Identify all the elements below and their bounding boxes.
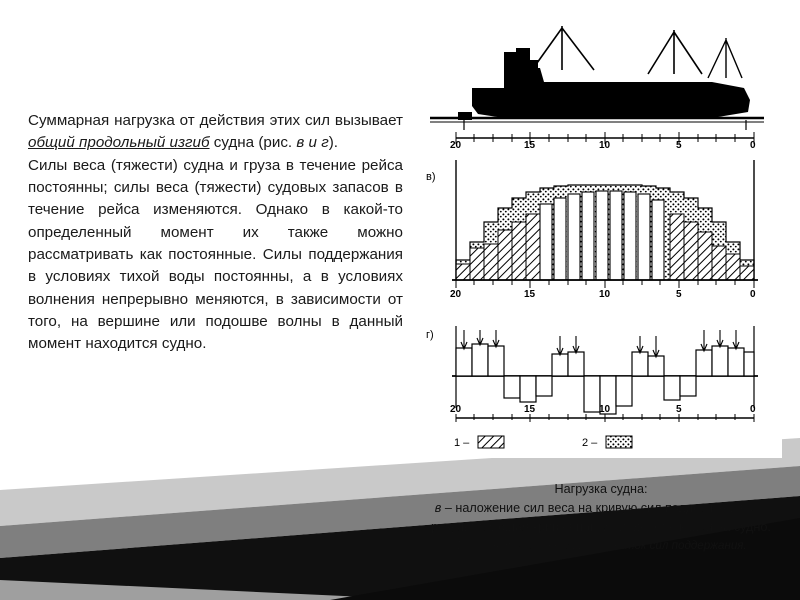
text-column	[28, 110, 403, 356]
svg-text:10: 10	[599, 404, 611, 415]
svg-text:15: 15	[524, 289, 536, 300]
paragraph-one-figure-refs: в и г	[296, 134, 329, 152]
caption-text-one: – наложение сил веса на кривую сил поддержания;	[441, 500, 751, 515]
hatched-swatch-icon	[478, 436, 504, 448]
caption-text-two: – результирующая кривая нагрузки, действующей на судно.	[431, 500, 771, 534]
caption-line-three: 1 – избыток сил веса; 2 – избыток сил поддержания.	[455, 538, 747, 552]
caption-ref-v: в	[434, 500, 442, 515]
figure-caption	[410, 480, 792, 554]
svg-text:20: 20	[450, 289, 462, 300]
paragraph-one-part-two: судна (рис.	[209, 134, 297, 152]
svg-text:0: 0	[750, 289, 756, 300]
svg-text:10: 10	[599, 289, 611, 300]
caption-line-one: Нагрузка судна:	[554, 482, 648, 496]
paragraph-two: Силы веса (тяжести) судна и груза в течение рейса постоянны; силы веса (тяжести) судовых запасов в течение рейса изменяются. Однако в какой-то определенный момент их также можно рассматривать как постоянные. Силы поддержания в условиях тихой воды постоянны, а в условиях волнения непрерывно меняются, в зависимости от того, на вершине или подошве волны в данный момент находится судно.	[28, 156, 403, 353]
panel-label-v: в)	[426, 171, 436, 183]
paragraph-one-emphasis: общий продольный изгиб	[28, 134, 210, 152]
figure-ship-loading-diagram	[412, 8, 782, 458]
svg-text:10: 10	[599, 140, 611, 151]
caption-ref-g: г	[750, 500, 757, 515]
paragraph-one-part-three: ).	[328, 134, 338, 152]
svg-text:5: 5	[676, 404, 682, 415]
paragraph-one	[28, 110, 403, 155]
dotted-swatch-icon	[606, 436, 632, 448]
legend-key-1: 1 –	[454, 437, 470, 449]
paragraph-one-part-one: Суммарная нагрузка от действия этих сил вызывает	[28, 112, 403, 129]
svg-text:0: 0	[750, 404, 756, 415]
svg-text:0: 0	[750, 140, 756, 151]
svg-text:15: 15	[524, 140, 536, 151]
figure-svg	[412, 8, 782, 458]
svg-text:15: 15	[524, 404, 536, 415]
svg-text:20: 20	[450, 140, 462, 151]
svg-text:5: 5	[676, 140, 682, 151]
svg-text:5: 5	[676, 289, 682, 300]
legend-key-2: 2 –	[582, 437, 598, 449]
panel-label-g: г)	[426, 329, 434, 341]
svg-text:20: 20	[450, 404, 462, 415]
caption-line-two	[410, 499, 792, 537]
